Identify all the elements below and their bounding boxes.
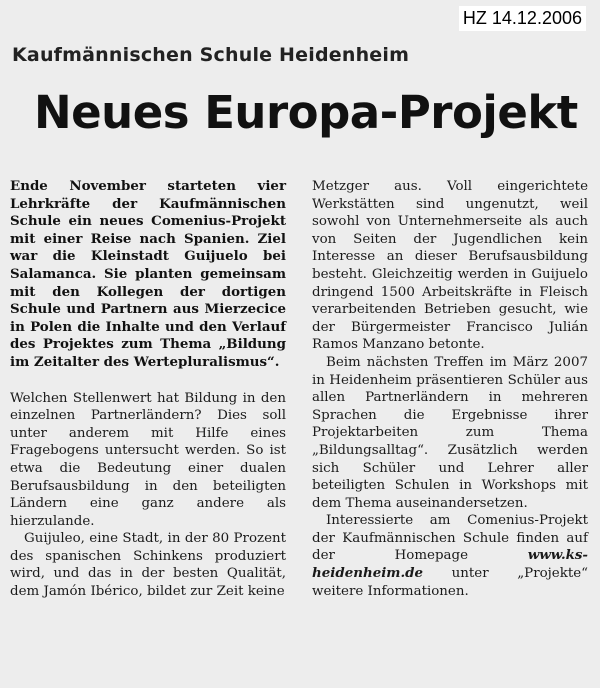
article-lead: Ende November starteten vier Lehrkräfte der Kaufmännischen Schule ein neues Comenius-Projekt mit einer Reise nach Spanien. Ziel war die Kleinstadt Guijuelo bei Salamanca. Sie planten gemeinsam mit den Kollegen der dortigen Schule und Partnern aus Mierzecice in Polen die Inhalte und den Verlauf des Projektes zum Thema „Bildung im Zeitalter des Wertepluralismus“. xyxy=(10,178,286,370)
article-column-left xyxy=(10,178,286,601)
paragraph-gap xyxy=(10,372,286,390)
article-kicker: Kaufmännischen Schule Heidenheim xyxy=(12,44,410,66)
article-headline: Neues Europa-Projekt xyxy=(34,86,578,139)
homepage-url: www.ks-heidenheim.de xyxy=(312,547,588,582)
article-paragraph xyxy=(312,512,588,600)
article-paragraph: Guijuleo, eine Stadt, in der 80 Prozent des spanischen Schinkens produziert wird, und das in der besten Qualität, dem Jamón Ibérico, bildet zur Zeit keine xyxy=(10,531,286,600)
article-paragraph: Welchen Stellenwert hat Bildung in den einzelnen Partnerländern? Dies soll unter anderem mit Hilfe eines Fragebogens untersucht werden. So ist etwa die Bedeutung einer dualen Berufsausbildung in den beteiligten Ländern eine ganz andere als hierzulande. xyxy=(10,390,286,529)
article-column-right xyxy=(312,178,588,600)
article-text: unter „Projekte“ weitere Informationen. xyxy=(312,566,588,599)
article-text: Interessierte am Comenius-Projekt der Kaufmännischen Schule finden auf der Homepage xyxy=(312,513,588,564)
article-paragraph: Metzger aus. Voll eingerichtete Werkstätten sind ungenutzt, weil sowohl von Unternehmerseite als auch von Seiten der Jugendlichen kein Interesse an dieser Berufsausbildung besteht. Gleichzeitig werden in Guijuelo dringend 1500 Arbeitskräfte in Fleisch verarbeitenden Betrieben gesucht, wie der Bürgermeister Francisco Julián Ramos Manzano betonte. xyxy=(312,179,588,353)
article-paragraph: Beim nächsten Treffen im März 2007 in Heidenheim präsentieren Schüler aus allen Partnerländern in mehreren Sprachen die Ergebnisse ihrer Projektarbeiten zum Thema „Bildungsalltag“. Zusätzlich werden sich Schüler und Lehrer aller beteiligten Schulen in Workshops mit dem Thema auseinandersetzen. xyxy=(312,354,588,511)
source-date-label: HZ 14.12.2006 xyxy=(459,6,586,31)
